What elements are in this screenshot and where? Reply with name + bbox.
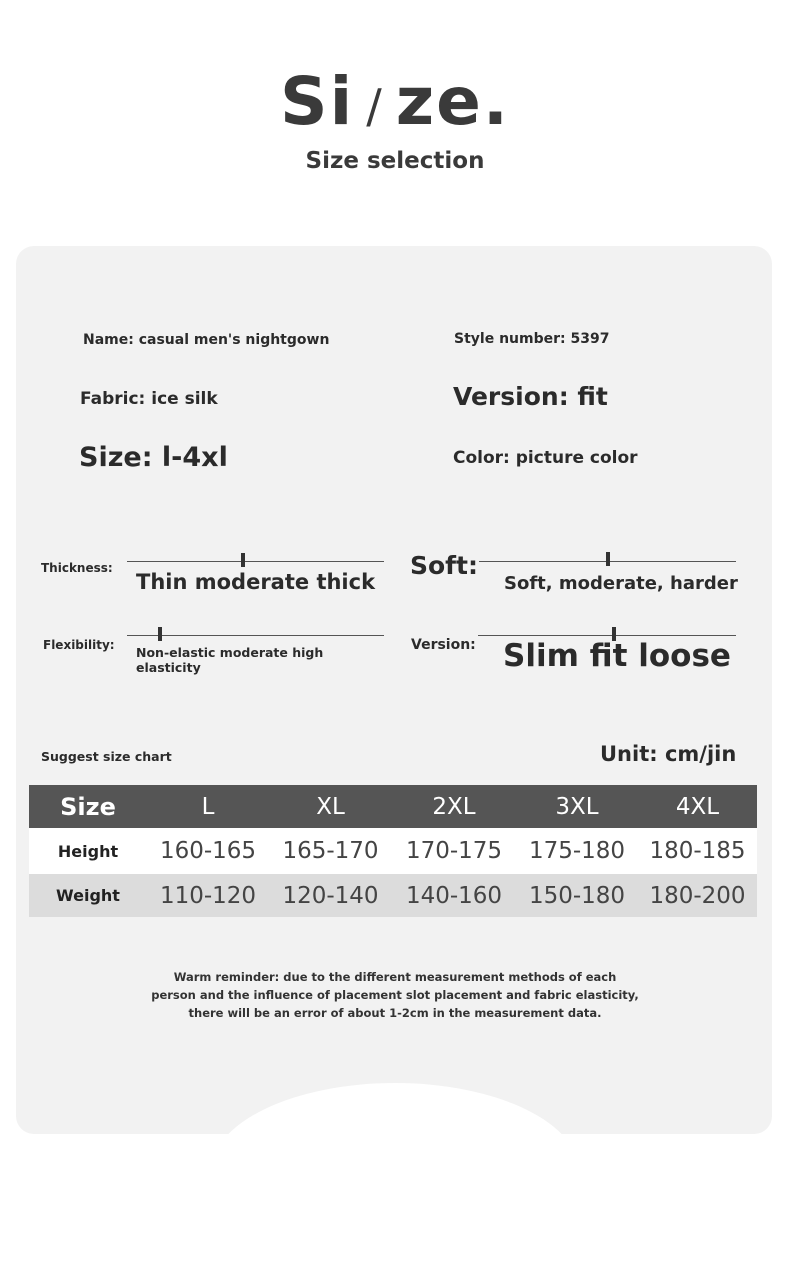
- flexibility-marker: [158, 627, 162, 641]
- flexibility-options-line2: elasticity: [136, 660, 201, 675]
- table-cell: 120-140: [282, 882, 379, 909]
- color: Color: picture color: [453, 448, 638, 468]
- version-label: Version:: [411, 637, 476, 653]
- soft-marker: [606, 552, 610, 566]
- table-cell: 150-180: [528, 882, 626, 909]
- version-scale-line: [478, 635, 736, 636]
- table-cell: 180-185: [649, 838, 746, 864]
- table-row: [29, 828, 757, 874]
- size-range: Size: l-4xl: [79, 442, 228, 473]
- soft-options: Soft, moderate, harder: [504, 573, 738, 594]
- size-header-row: [29, 785, 757, 828]
- table-cell: 165-170: [282, 838, 379, 864]
- table-row: [29, 874, 757, 917]
- row-label: Height: [57, 841, 119, 861]
- reminder-line: there will be an error of about 1-2cm in the measurement data.: [188, 1006, 602, 1020]
- flexibility-options: [136, 645, 323, 675]
- flexibility-label: Flexibility:: [43, 638, 115, 652]
- table-cell: 175-180: [528, 838, 626, 864]
- thickness-label: Thickness:: [41, 561, 113, 575]
- logo-left: Si: [280, 63, 355, 140]
- size-col-header: 3XL: [555, 793, 599, 820]
- table-cell: 170-175: [405, 838, 503, 864]
- size-header-label: Size: [60, 792, 116, 821]
- logo-title: [0, 62, 790, 148]
- page-subtitle: Size selection: [305, 148, 485, 174]
- thickness-options: Thin moderate thick: [136, 570, 376, 594]
- chart-unit: Unit: cm/jin: [600, 742, 737, 766]
- size-col-header: 4XL: [675, 793, 720, 820]
- product-name: Name: casual men's nightgown: [83, 332, 330, 348]
- thickness-marker: [241, 553, 245, 567]
- table-cell: 140-160: [405, 882, 503, 909]
- style-number: Style number: 5397: [454, 331, 610, 347]
- reminder-line: Warm reminder: due to the different measurement methods of each: [173, 970, 617, 984]
- soft-label: Soft:: [410, 551, 479, 580]
- flexibility-options-line1: Non-elastic moderate high: [136, 645, 324, 660]
- size-table: [29, 785, 757, 917]
- table-cell: 180-200: [649, 882, 746, 909]
- size-col-header: XL: [316, 793, 345, 820]
- fabric: Fabric: ice silk: [80, 389, 218, 409]
- version-options: Slim fit loose: [503, 638, 731, 674]
- chart-title: Suggest size chart: [41, 749, 172, 764]
- logo-right: ze.: [395, 63, 510, 140]
- flexibility-scale-line: [127, 635, 384, 636]
- table-cell: 160-165: [159, 838, 257, 864]
- thickness-scale-line: [127, 561, 384, 562]
- version-fit: Version: fit: [453, 382, 608, 411]
- logo-slash: /: [366, 79, 384, 133]
- warm-reminder: [0, 968, 790, 1022]
- table-cell: 110-120: [159, 882, 257, 909]
- size-col-header: L: [201, 793, 215, 820]
- reminder-line: person and the influence of placement slot placement and fabric elasticity,: [151, 988, 639, 1002]
- size-col-header: 2XL: [432, 793, 476, 820]
- decorative-arch: [210, 1083, 580, 1283]
- row-label: Weight: [56, 886, 120, 905]
